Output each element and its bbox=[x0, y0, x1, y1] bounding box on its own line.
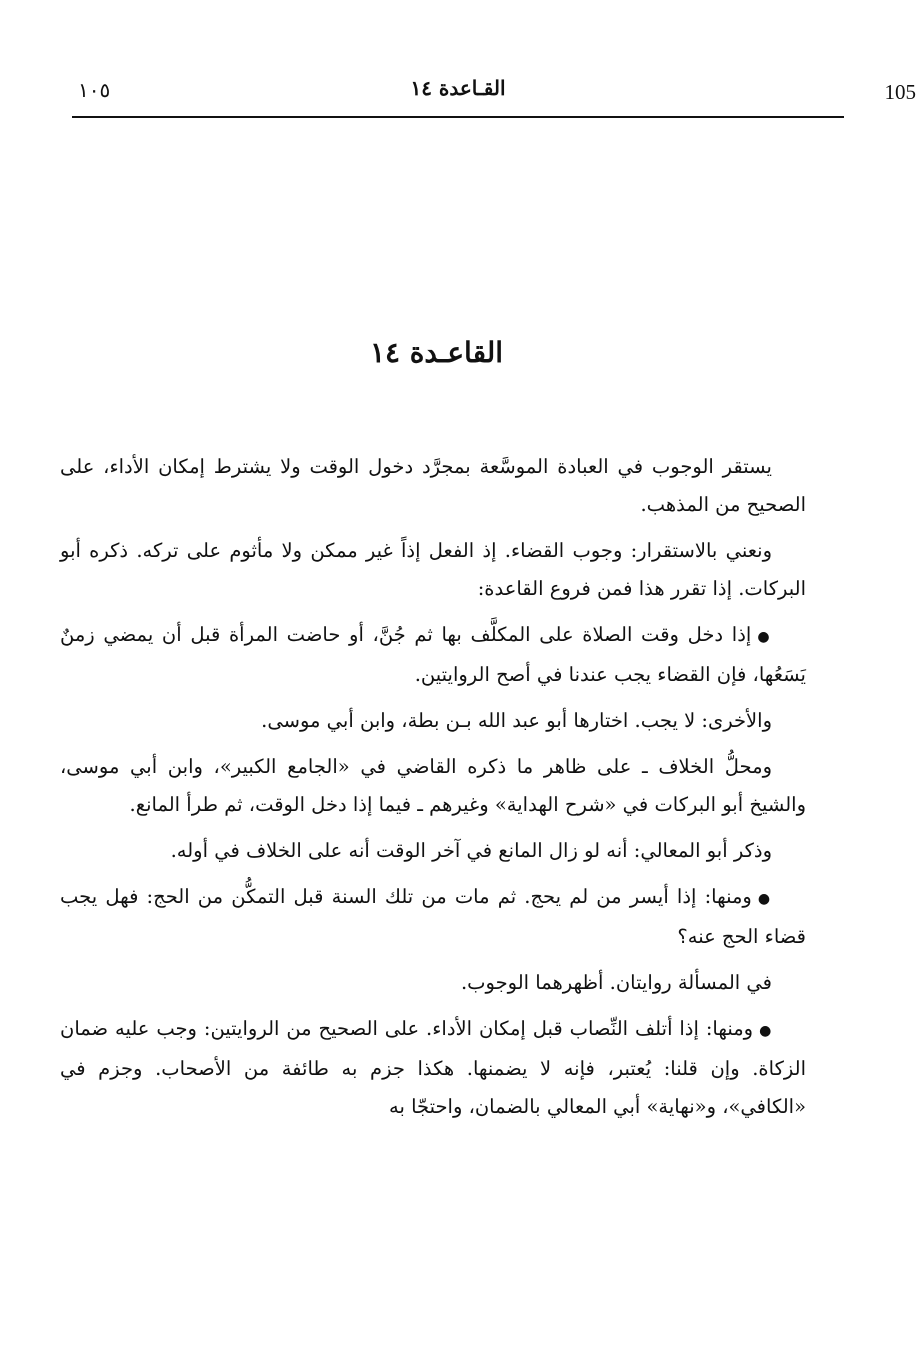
paragraph bbox=[60, 832, 806, 870]
paragraph-text: إذا دخل وقت الصلاة على المكلَّف بها ثم جُنَّ، أو حاضت المرأة قبل أن يمضي زمنٌ يَسَعُها، فإن القضاء يجب عندنا في أصح الروايتين. bbox=[60, 623, 806, 686]
page-header bbox=[72, 76, 916, 118]
paragraph bbox=[60, 702, 806, 740]
paragraph-text: في المسألة روايتان. أظهرهما الوجوب. bbox=[460, 971, 772, 994]
paragraph-text: يستقر الوجوب في العبادة الموسَّعة بمجرَّد دخول الوقت ولا يشترط إمكان الأداء، على الصحيح من المذهب. bbox=[60, 455, 806, 516]
paragraph-text: ونعني بالاستقرار: وجوب القضاء. إذ الفعل إذاً غير ممكن ولا مأثوم على تركه. ذكره أبو البركات. إذا تقرر هذا فمن فروع القاعدة: bbox=[60, 539, 806, 600]
running-title: القـاعدة ١٤ bbox=[410, 76, 506, 100]
paragraph-text: ومنها: إذا أتلف النِّصاب قبل إمكان الأداء. على الصحيح من الروايتين: وجب عليه ضمان الزكاة. وإن قلنا: يُعتبر، فإنه لا يضمنها. هكذا جزم به طائفة من الأصحاب. وجزم في «الكافي»، و«نهاية» أبي المعالي بالضمان، واحتجّا به bbox=[60, 1017, 806, 1118]
paragraph bbox=[60, 748, 806, 824]
section-title: القاعـدة ١٤ bbox=[369, 336, 504, 369]
paragraph bbox=[60, 616, 806, 694]
paragraph bbox=[60, 448, 806, 524]
paragraph bbox=[60, 532, 806, 608]
paragraph bbox=[60, 1010, 806, 1126]
body-text bbox=[60, 448, 806, 1134]
paragraph bbox=[60, 878, 806, 956]
paragraph bbox=[60, 964, 806, 1002]
paragraph-text: وذكر أبو المعالي: أنه لو زال المانع في آخر الوقت أنه على الخلاف في أوله. bbox=[170, 839, 772, 862]
bullet-icon: ● bbox=[759, 1023, 773, 1039]
paragraph-text: ومحلُّ الخلاف ـ على ظاهر ما ذكره القاضي في «الجامع الكبير»، وابن أبي موسى، والشيخ أبو البركات في «شرح الهداية» وغيرهم ـ فيما إذا دخل الوقت، ثم طرأ المانع. bbox=[60, 755, 806, 816]
bullet-icon: ● bbox=[757, 629, 773, 645]
page-number-arabic: ١٠٥ bbox=[78, 78, 111, 102]
page-number-latin: 105 bbox=[884, 80, 916, 104]
paragraph-text: ومنها: إذا أيسر من لم يحج. ثم مات من تلك السنة قبل التمكُّن من الحج: فهل يجب قضاء الحج عنه؟ bbox=[60, 885, 806, 948]
bullet-icon: ● bbox=[757, 891, 772, 907]
paragraph-text: والأخرى: لا يجب. اختارها أبو عبد الله بـن بطة، وابن أبي موسى. bbox=[261, 709, 772, 732]
